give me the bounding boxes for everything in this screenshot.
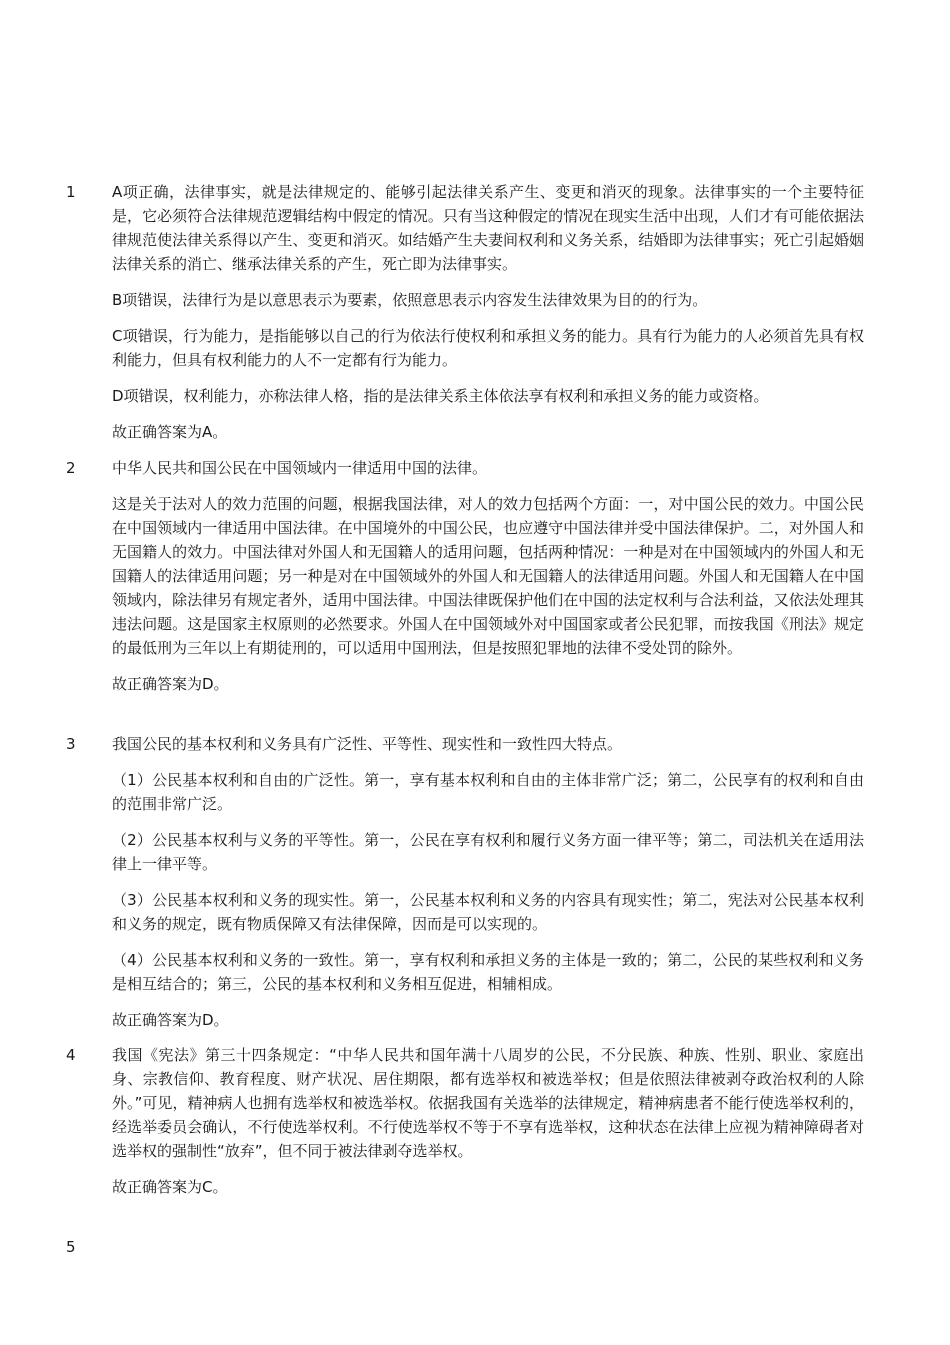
explanation-paragraph: （3）公民基本权利和义务的现实性。第一，公民基本权利和义务的内容具有现实性；第二，宪法对公民基本权利和义务的规定，既有物质保障又有法律保障，因而是可以实现的。: [112, 891, 864, 933]
item-number: 1: [66, 183, 76, 201]
explanation-paragraph: C项错误，行为能力，是指能够以自己的行为依法行使权利和承担义务的能力。具有行为能力的人必须首先具有权利能力，但具有权利能力的人不一定都有行为能力。: [112, 327, 864, 369]
explanation-paragraph: （1）公民基本权利和自由的广泛性。第一，享有基本权利和自由的主体非常广泛；第二，公民享有的权利和自由的范围非常广泛。: [112, 771, 864, 813]
item-body: [112, 180, 864, 444]
answer-line: 故正确答案为D。: [112, 675, 229, 693]
explanation-paragraph: 我国《宪法》第三十四条规定：“中华人民共和国年满十八周岁的公民，不分民族、种族、性别、职业、家庭出身、宗教信仰、教育程度、财产状况、居住期限，都有选举权和被选举权；但是依照法律被剥夺政治权利的人除外。”可见，精神病人也拥有选举权和被选举权。依据我国有关选举的法律规定，精神病患者不能行使选举权利的，经选举委员会确认，不行使选举权利。不行使选举权不等于不享有选举权，这种状态在法律上应视为精神障碍者对选举权的强制性“放弃”，但不同于被法律剥夺选举权。: [112, 1046, 864, 1160]
explanation-paragraph: B项错误，法律行为是以意思表示为要素，依照意思表示内容发生法律效果为目的的行为。: [112, 291, 708, 309]
answer-line: 故正确答案为A。: [112, 423, 228, 441]
explanation-paragraph: A项正确，法律事实，就是法律规定的、能够引起法律关系产生、变更和消灭的现象。法律事实的一个主要特征是，它必须符合法律规范逻辑结构中假定的情况。只有当这种假定的情况在现实生活中出现，人们才有可能依据法律规范使法律关系得以产生、变更和消灭。如结婚产生夫妻间权利和义务关系，结婚即为法律事实；死亡引起婚姻法律关系的消亡、继承法律关系的产生，死亡即为法律事实。: [112, 183, 864, 273]
explanation-paragraph: D项错误，权利能力，亦称法律人格，指的是法律关系主体依法享有权利和承担义务的能力或资格。: [112, 387, 769, 405]
explanation-paragraph: （2）公民基本权利与义务的平等性。第一，公民在享有权利和履行义务方面一律平等；第二，司法机关在适用法律上一律平等。: [112, 831, 864, 873]
item-number: 2: [66, 459, 76, 477]
answer-line: 故正确答案为C。: [112, 1178, 228, 1196]
explanation-paragraph: 中华人民共和国公民在中国领域内一律适用中国的法律。: [112, 459, 488, 477]
item-body: [112, 732, 864, 1032]
item-number: 3: [66, 735, 76, 753]
item-number: 5: [66, 1238, 76, 1256]
item-body: [112, 456, 864, 696]
explanation-paragraph: 这是关于法对人的效力范围的问题，根据我国法律，对人的效力包括两个方面：一，对中国公民的效力。中国公民在中国领域内一律适用中国法律。在中国境外的中国公民，也应遵守中国法律并受中国法律保护。二，对外国人和无国籍人的效力。中国法律对外国人和无国籍人的适用问题，包括两种情况：一种是对在中国领域内的外国人和无国籍人的法律适用问题；另一种是对在中国领域外的外国人和无国籍人的法律适用问题。外国人和无国籍人在中国领域内，除法律另有规定者外，适用中国法律。中国法律既保护他们在中国的法定权利与合法利益，又依法处理其违法问题。这是国家主权原则的必然要求。外国人在中国领域外对中国国家或者公民犯罪，而按我国《刑法》规定的最低刑为三年以上有期徒刑的，可以适用中国刑法，但是按照犯罪地的法律不受处罚的除外。: [112, 495, 864, 657]
item-body: [112, 1043, 864, 1199]
explanation-paragraph: （4）公民基本权利和义务的一致性。第一，享有权利和承担义务的主体是一致的；第二，公民的某些权利和义务是相互结合的；第三，公民的基本权利和义务相互促进，相辅相成。: [112, 951, 864, 993]
answer-line: 故正确答案为D。: [112, 1011, 229, 1029]
item-number: 4: [66, 1046, 76, 1064]
explanation-paragraph: 我国公民的基本权利和义务具有广泛性、平等性、现实性和一致性四大特点。: [112, 735, 623, 753]
